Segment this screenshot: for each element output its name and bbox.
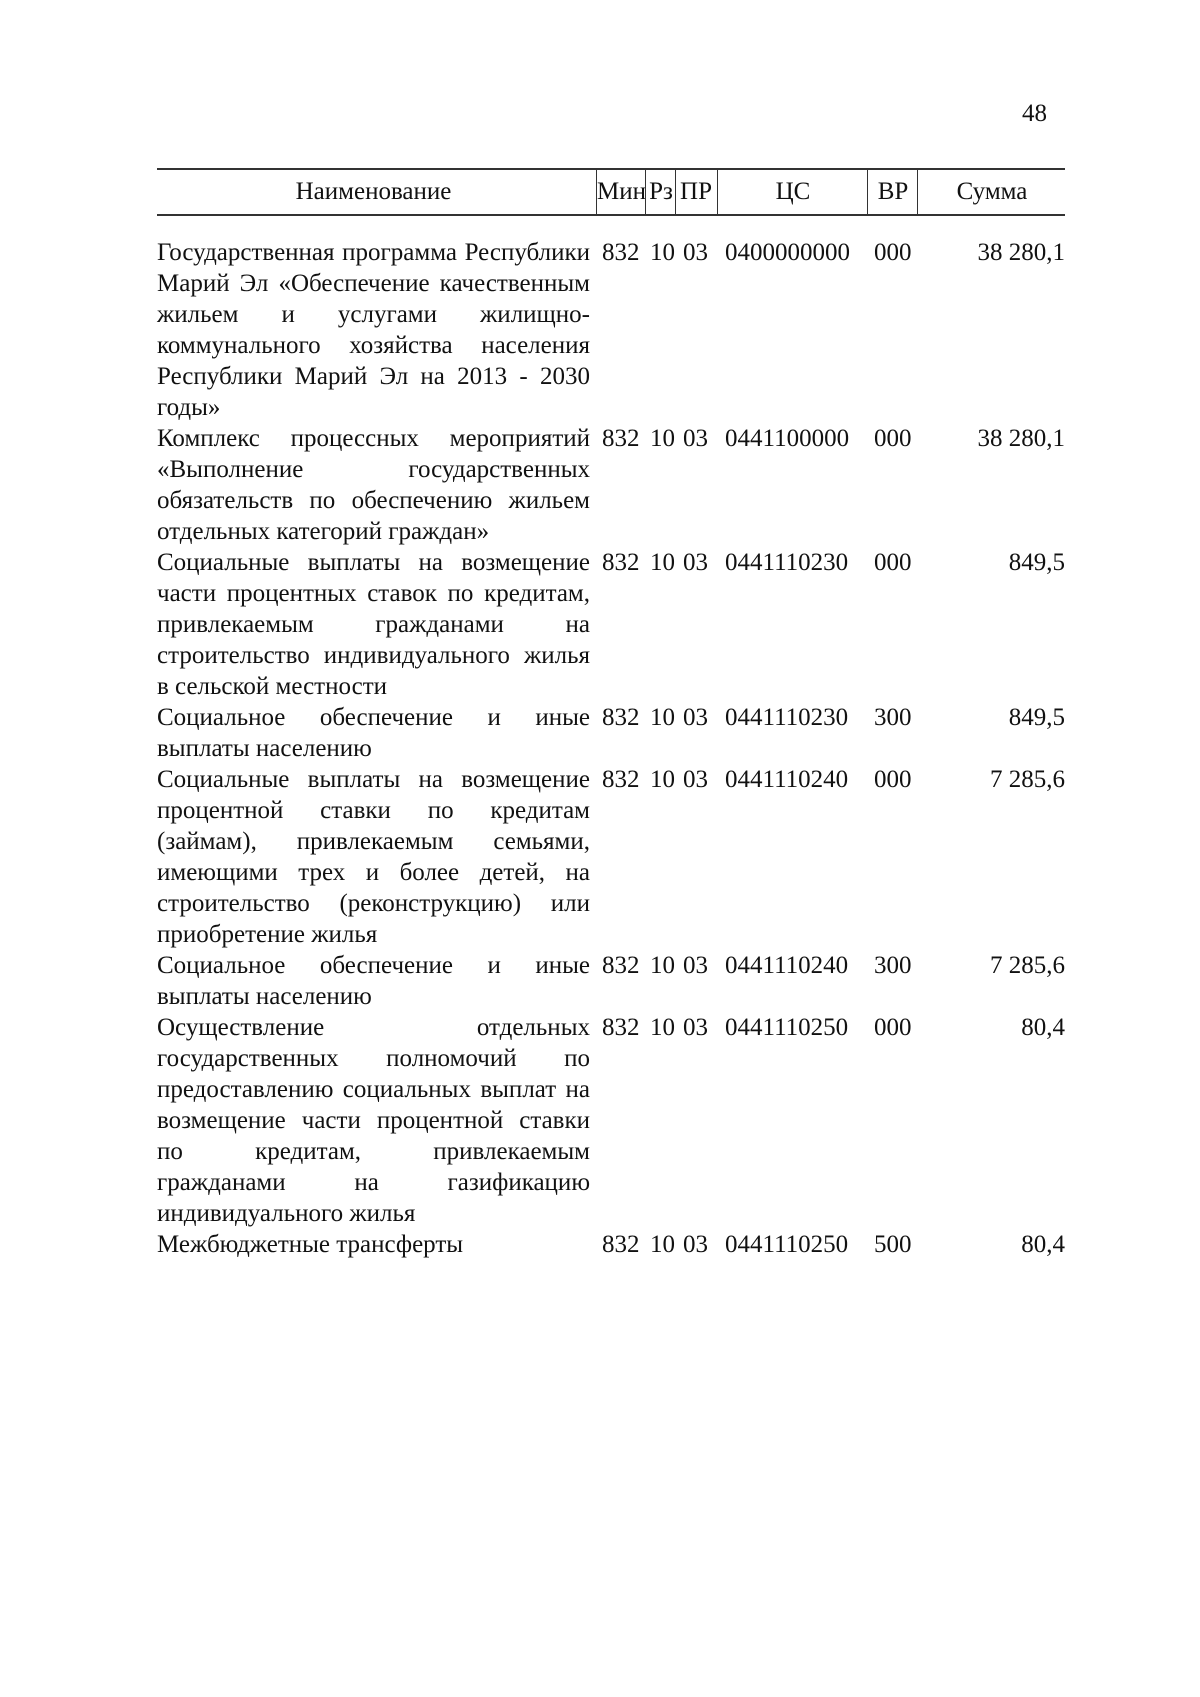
row-rz: 10: [650, 425, 675, 452]
table-row: [157, 547, 1065, 702]
row-sum: 38 280,1: [977, 425, 1065, 452]
row-cs: 0441110240: [725, 952, 849, 979]
row-pr: 03: [683, 952, 708, 979]
row-name: Государственная программа Республики Марий Эл «Обеспечение качественным жильем и услугами жилищно-коммунального хозяйства населения Республики Марий Эл на 2013 - 2030 годы»: [157, 239, 590, 421]
header-pr: ПР: [675, 170, 716, 214]
row-name: Социальные выплаты на возмещение части процентных ставок по кредитам, привлекаемым гражданами на строительство индивидуального жилья в сельской местности: [157, 549, 590, 700]
row-sum: 7 285,6: [990, 952, 1065, 979]
header-cs: ЦС: [717, 170, 868, 214]
table-body: [157, 237, 1065, 1260]
row-pr: 03: [683, 1231, 708, 1258]
row-sum: 849,5: [1008, 549, 1065, 576]
row-sum: 80,4: [1021, 1014, 1065, 1041]
row-cs: 0400000000: [725, 239, 850, 266]
row-vr: 300: [874, 704, 912, 731]
header-sum: Сумма: [917, 170, 1066, 214]
row-min: 832: [602, 1231, 640, 1258]
row-vr: 000: [874, 549, 912, 576]
row-min: 832: [602, 239, 640, 266]
table-row: [157, 237, 1065, 423]
budget-table: [157, 168, 1065, 1258]
row-name: Социальное обеспечение и иные выплаты населению: [157, 704, 590, 762]
table-row: [157, 1229, 1065, 1260]
row-vr: 000: [874, 239, 912, 266]
row-pr: 03: [683, 766, 708, 793]
row-vr: 000: [874, 766, 912, 793]
row-name: Межбюджетные трансферты: [157, 1231, 464, 1258]
table-row: [157, 423, 1065, 547]
row-pr: 03: [683, 549, 708, 576]
header-name: Наименование: [295, 178, 452, 205]
row-sum: 7 285,6: [990, 766, 1065, 793]
header-vr: ВР: [867, 170, 918, 214]
row-pr: 03: [683, 704, 708, 731]
row-name: Комплекс процессных мероприятий «Выполнение государственных обязательств по обеспечению жильем отдельных категорий граждан»: [157, 425, 590, 545]
row-name: Осуществление отдельных государственных полномочий по предоставлению социальных выплат на возмещение части процентной ставки по кредитам, привлекаемым гражданами на газификацию индивидуального жилья: [157, 1014, 590, 1227]
row-min: 832: [602, 952, 640, 979]
row-rz: 10: [650, 549, 675, 576]
row-cs: 0441110250: [725, 1231, 849, 1258]
row-min: 832: [602, 549, 640, 576]
table-row: [157, 702, 1065, 764]
row-cs: 0441110240: [725, 766, 849, 793]
row-cs: 0441110230: [725, 549, 849, 576]
row-sum: 38 280,1: [977, 239, 1065, 266]
row-cs: 0441110250: [725, 1014, 849, 1041]
row-vr: 000: [874, 1014, 912, 1041]
row-pr: 03: [683, 1014, 708, 1041]
row-min: 832: [602, 766, 640, 793]
table-header: [157, 168, 1065, 216]
row-rz: 10: [650, 239, 675, 266]
row-min: 832: [602, 425, 640, 452]
table-row: [157, 950, 1065, 1012]
row-name: Социальное обеспечение и иные выплаты населению: [157, 952, 590, 1010]
row-vr: 000: [874, 425, 912, 452]
row-pr: 03: [683, 425, 708, 452]
row-rz: 10: [650, 704, 675, 731]
row-cs: 0441100000: [725, 425, 850, 452]
row-cs: 0441110230: [725, 704, 849, 731]
header-rz: Рз: [645, 170, 676, 214]
header-min: Мин: [596, 170, 646, 214]
row-min: 832: [602, 1014, 640, 1041]
row-vr: 500: [874, 1231, 912, 1258]
row-rz: 10: [650, 1014, 675, 1041]
row-pr: 03: [683, 239, 708, 266]
page-number: 48: [1022, 100, 1047, 127]
row-sum: 80,4: [1021, 1231, 1065, 1258]
table-row: [157, 1012, 1065, 1229]
table-row: [157, 764, 1065, 950]
row-name: Социальные выплаты на возмещение процентной ставки по кредитам (займам), привлекаемым семьями, имеющими трех и более детей, на строительство (реконструкцию) или приобретение жилья: [157, 766, 590, 948]
row-vr: 300: [874, 952, 912, 979]
row-sum: 849,5: [1008, 704, 1065, 731]
row-rz: 10: [650, 952, 675, 979]
row-rz: 10: [650, 766, 675, 793]
row-min: 832: [602, 704, 640, 731]
row-rz: 10: [650, 1231, 675, 1258]
